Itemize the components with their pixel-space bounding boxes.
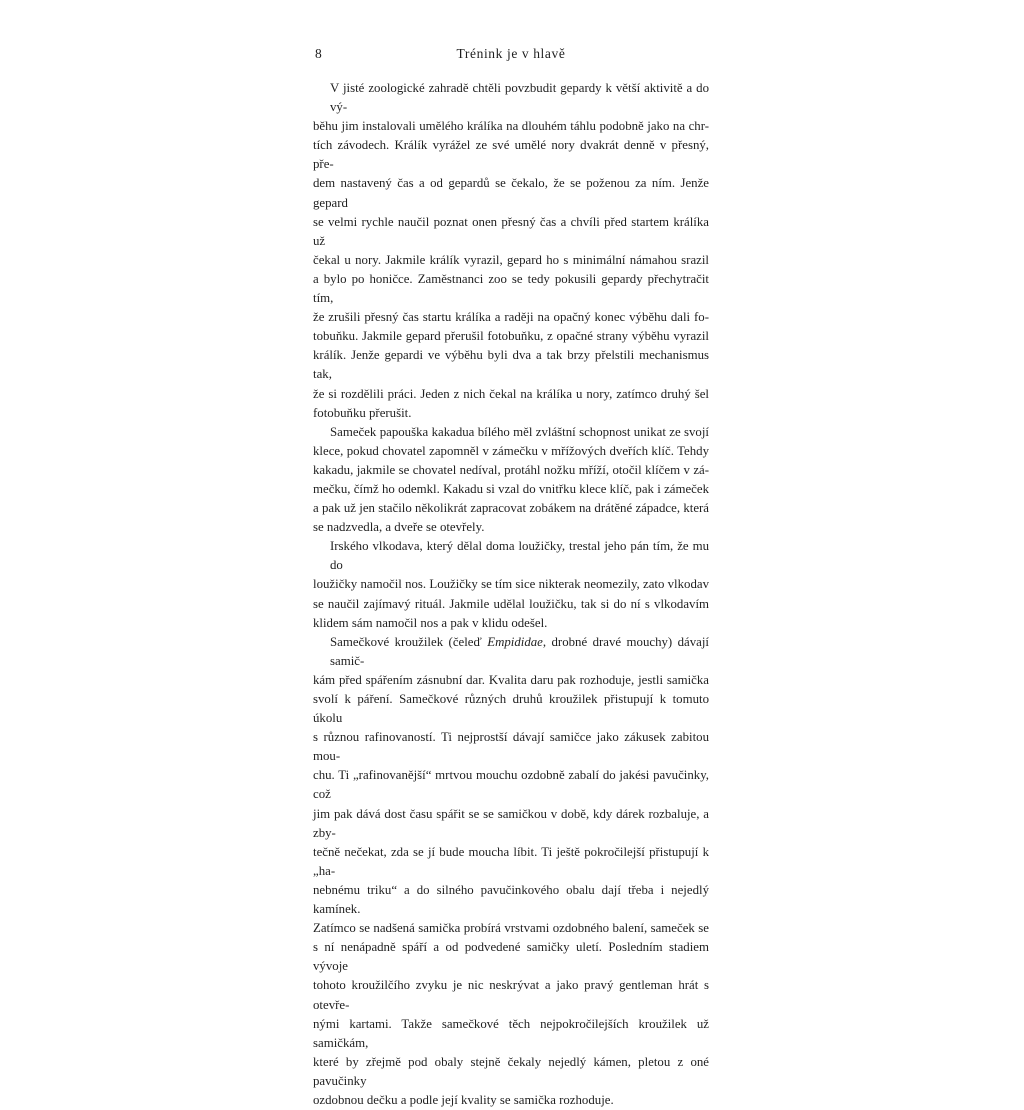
text-line: loužičky namočil nos. Loužičky se tím sice nikterak neomezily, zato vlkodav bbox=[313, 577, 709, 592]
running-head: Trénink je v hlavě bbox=[456, 46, 566, 61]
text-line: nými kartami. Takže samečkové těch nejpokročilejších kroužilek už samičkám, bbox=[313, 1016, 709, 1050]
body-text bbox=[313, 79, 709, 1110]
text-line: chu. Ti „rafinovanější“ mrtvou mouchu ozdobně zabalí do jakési pavučinky, což bbox=[313, 768, 709, 802]
text-line: Zatímco se nadšená samička probírá vrstvami ozdobného balení, sameček se bbox=[313, 921, 709, 936]
text-line: Irského vlkodava, který dělal doma loužičky, trestal jeho pán tím, že mu do bbox=[330, 539, 709, 573]
text-line: se nadzvedla, a dveře se otevřely. bbox=[313, 520, 485, 535]
text-line: dem nastavený čas a od gepardů se čekalo, že se poženou za ním. Jenže gepard bbox=[313, 176, 709, 210]
text-line: kám před spářením zásnubní dar. Kvalita daru pak rozhoduje, jestli samička bbox=[313, 672, 709, 687]
text-line: a bylo po honičce. Zaměstnanci zoo se tedy pokusili gepardy přechytračit tím, bbox=[313, 271, 709, 306]
paragraph-gepard bbox=[313, 79, 709, 423]
text-line: Samečkové kroužilek (čeleď Empididae, drobné dravé mouchy) dávají samič- bbox=[330, 634, 709, 668]
page-header bbox=[313, 46, 709, 70]
page-number: 8 bbox=[315, 46, 323, 61]
book-page bbox=[313, 46, 709, 1107]
text-line: že si rozdělili práci. Jeden z nich čekal na králíka u nory, zatímco druhý šel bbox=[313, 386, 709, 401]
text-line: tích závodech. Králík vyrážel ze své umělé nory dvakrát denně v přesný, pře- bbox=[313, 138, 709, 172]
text-line: fotobuňku přerušit. bbox=[313, 405, 412, 420]
taxon-name: Empididae bbox=[487, 634, 543, 649]
text-line: mečku, čímž ho odemkl. Kakadu si vzal do vnitřku klece klíč, pak i zámeček bbox=[313, 481, 709, 496]
text-line: V jisté zoologické zahradě chtěli povzbudit gepardy k větší aktivitě a do vý- bbox=[330, 81, 709, 115]
text-line: s ní nenápadně spáří a od podvedené samičky uletí. Posledním stadiem vývoje bbox=[313, 940, 709, 974]
text-line: se velmi rychle naučil poznat onen přesný čas a chvíli před startem králíka už bbox=[313, 214, 709, 248]
text-line: králík. Jenže gepardi ve výběhu byli dva a tak brzy přelstili mechanismus tak, bbox=[313, 348, 709, 382]
text-line: Sameček papouška kakadua bílého měl zvláštní schopnost unikat ze svojí bbox=[330, 424, 709, 439]
text-line: klidem sám namočil nos a pak v klidu odešel. bbox=[313, 615, 548, 630]
text-line: svolí k páření. Samečkové různých druhů kroužilek přistupují k tomuto úkolu bbox=[313, 692, 709, 726]
text-line: tobuňku. Jakmile gepard přerušil fotobuňku, z opačné strany výběhu vyrazil bbox=[313, 329, 709, 344]
paragraph-krouzilky bbox=[313, 633, 709, 1110]
text-line: klece, pokud chovatel zapomněl v zámečku v mřížových dveřích klíč. Tehdy bbox=[313, 443, 709, 458]
paragraph-kakadu bbox=[313, 423, 709, 538]
paragraph-vlkodav bbox=[313, 537, 709, 632]
text-line: běhu jim instalovali umělého králíka na dlouhém táhlu podobně jako na chr- bbox=[313, 119, 709, 134]
text-line: čekal u nory. Jakmile králík vyrazil, gepard ho s minimální námahou srazil bbox=[313, 252, 709, 267]
text-line: a pak už jen stačilo několikrát zapracovat zobákem na drátěné západce, která bbox=[313, 501, 709, 516]
text-line: které by zřejmě pod obaly stejně čekaly nejedlý kámen, pletou z oné pavučinky bbox=[313, 1054, 709, 1088]
text-line: s různou rafinovaností. Ti nejprostší dávají samičce jako zákusek zabitou mou- bbox=[313, 730, 709, 764]
text-line: ozdobnou dečku a podle její kvality se samička rozhoduje. bbox=[313, 1092, 614, 1107]
text-line: jim pak dává dost času spářit se se samičkou v době, kdy dárek rozbaluje, a zby- bbox=[313, 806, 709, 840]
text-line: tečně nečekat, zda se jí bude moucha líbit. Ti ještě pokročilejší přistupují k „ha- bbox=[313, 844, 709, 878]
text-line: že zrušili přesný čas startu králíka a raději na opačný konec výběhu dali fo- bbox=[313, 310, 709, 325]
text-line: tohoto kroužilčího zvyku je nic neskrývat a jako pravý gentleman hrát s otevře- bbox=[313, 978, 709, 1012]
text-line: se naučil zajímavý rituál. Jakmile udělal loužičku, tak si do ní s vlkodavím bbox=[313, 596, 709, 611]
text-line: nebnému triku“ a do silného pavučinkového obalu dají třeba i nejedlý kamínek. bbox=[313, 882, 709, 917]
text-line: kakadu, jakmile se chovatel nedíval, protáhl nožku mříží, otočil klíčem v zá- bbox=[313, 462, 709, 477]
